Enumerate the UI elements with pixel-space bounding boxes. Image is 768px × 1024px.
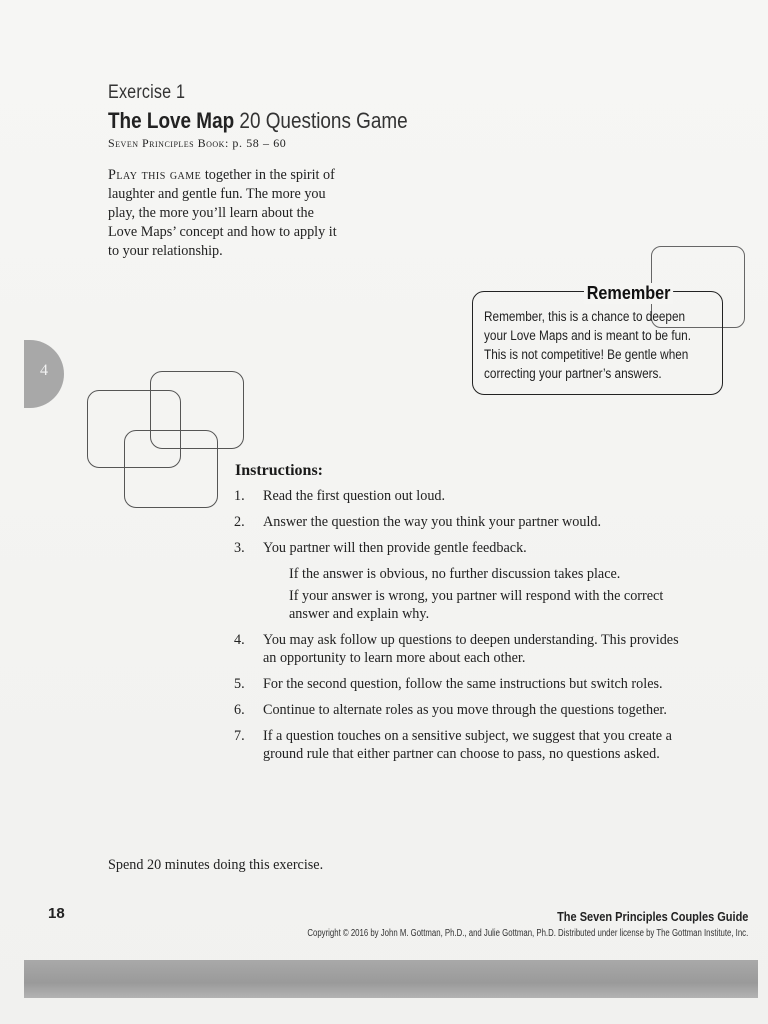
list-item: 2. Answer the question the way you think your partner would. [234, 514, 602, 530]
chapter-tab-number: 4 [40, 362, 48, 379]
footer-band [24, 960, 758, 998]
exercise-label: Exercise 1 [108, 82, 186, 103]
book-reference-pages: p. 58 – 60 [232, 136, 287, 150]
instructions-list [234, 487, 694, 763]
time-note: Spend 20 minutes doing this exercise. [108, 857, 324, 873]
list-item: 1. Read the first question out loud. [234, 488, 446, 504]
copyright-notice: Copyright © 2016 by John M. Gottman, Ph.D., and Julie Gottman, Ph.D. Distributed under license by The Gottman Institute, Inc. [307, 928, 748, 939]
guide-title: The Seven Principles Couples Guide [556, 910, 748, 924]
remember-text: Remember, this is a chance to deepen your Love Maps and is meant to be fun. This is not competitive! Be gentle when correcting your partner’s answers. [484, 309, 692, 381]
list-item: 7. If a question touches on a sensitive subject, we suggest that you create a ground rule that either partner can choose to pass, no questions asked. [234, 728, 672, 762]
intro-text: together in the spirit of laughter and gentle fun. The more you play, the more you’ll learn about the Love Maps’ concept and how to apply it to your relationship. [108, 167, 337, 259]
sub-item: If the answer is obvious, no further discussion takes place. [289, 566, 621, 582]
list-item: 3. You partner will then provide gentle feedback. [234, 540, 527, 556]
decorative-square-3 [124, 430, 218, 508]
page-title [108, 108, 408, 134]
list-item: 4. You may ask follow up questions to deepen understanding. This provides an opportunity to learn more about each other. [234, 632, 679, 666]
list-item: 6. Continue to alternate roles as you move through the questions together. [234, 702, 667, 718]
intro-paragraph [108, 166, 340, 261]
sub-item: If your answer is wrong, you partner will respond with the correct answer and explain why. [289, 588, 664, 622]
book-reference [108, 136, 286, 151]
book-reference-label: Seven Principles Book: [108, 136, 229, 150]
list-item: 5. For the second question, follow the same instructions but switch roles. [234, 676, 663, 692]
page-number: 18 [48, 905, 65, 922]
remember-title: Remember [584, 283, 673, 304]
title-light: 20 Questions Game [239, 108, 408, 133]
instructions-heading: Instructions: [235, 462, 324, 479]
title-bold: The Love Map [108, 108, 235, 133]
intro-lead: Play this game [108, 167, 202, 183]
